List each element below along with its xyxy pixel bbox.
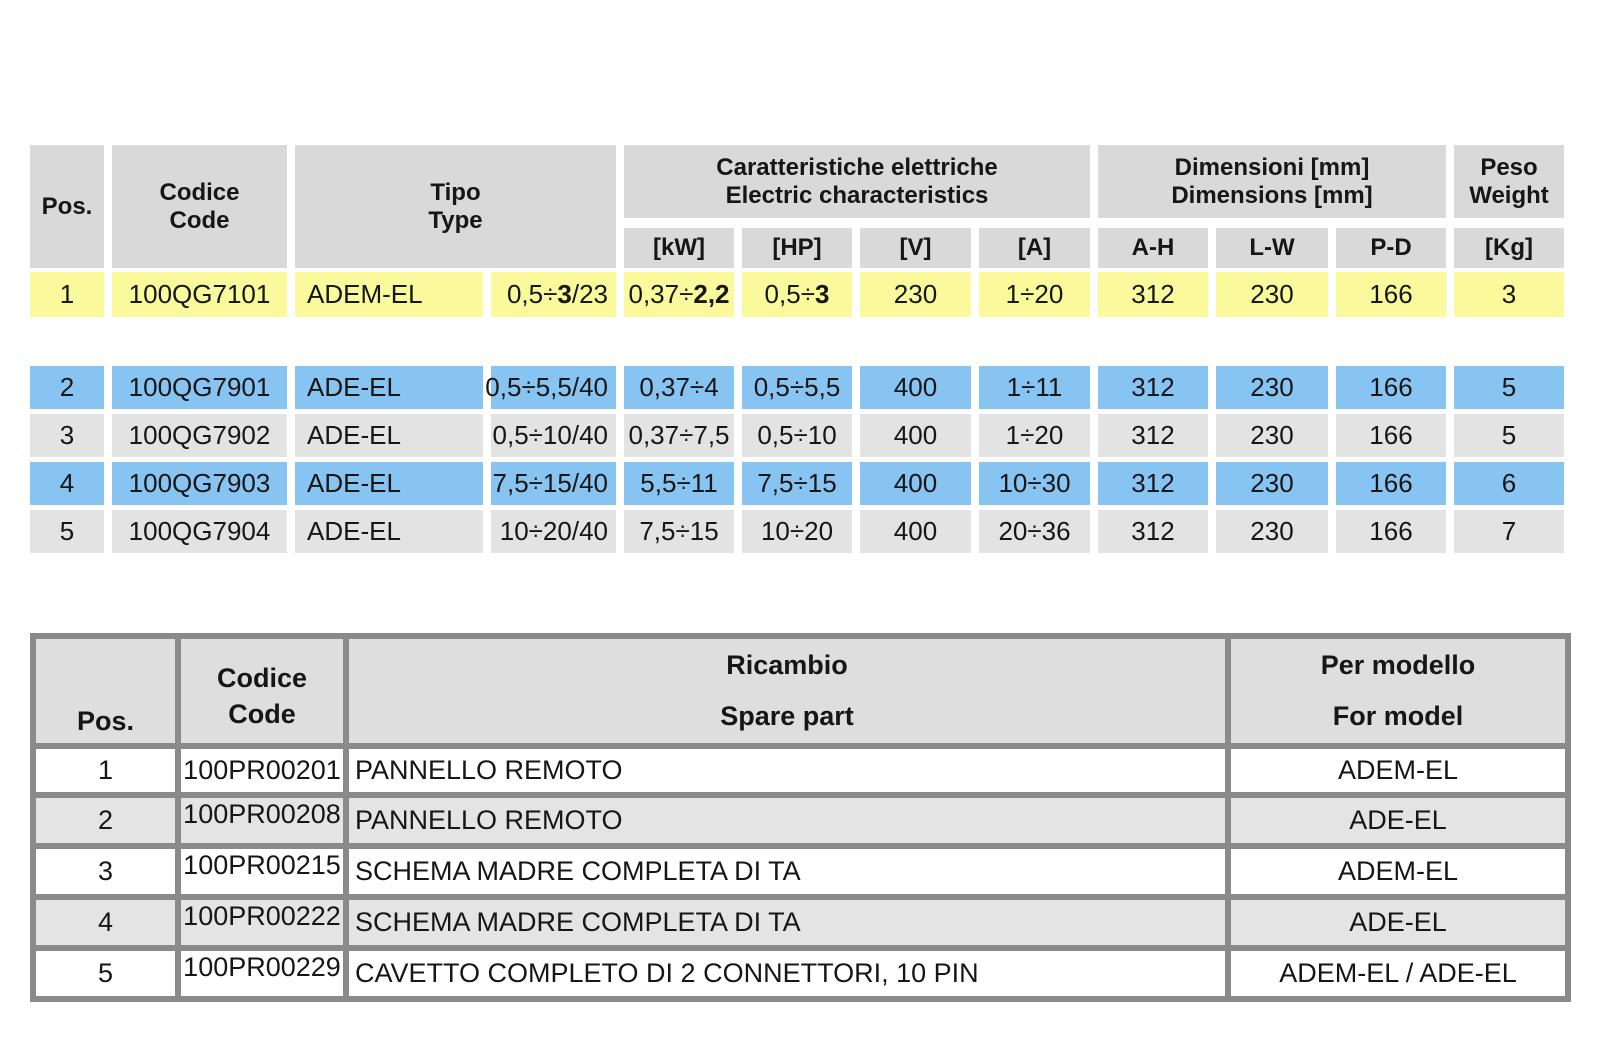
t1-header-tipo-line1: Tipo xyxy=(430,178,481,206)
t1-header-pos-label: Pos. xyxy=(41,192,93,220)
t2-row xyxy=(33,746,1568,795)
t1-header-dimensions-line1: Dimensioni [mm] xyxy=(1174,153,1370,181)
t1-cell-kw: 0,37÷4 xyxy=(624,366,734,409)
t1-header-electric-line1: Caratteristiche elettriche xyxy=(716,153,998,181)
t2-row xyxy=(33,948,1568,999)
t2-header-codice-line1: Codice xyxy=(216,662,308,693)
t1-cell-lw: 230 xyxy=(1216,510,1328,553)
t1-header-dimensions xyxy=(1098,145,1446,218)
t1-cell-pos: 5 xyxy=(30,510,104,553)
t1-cell-hp: 0,5÷10 xyxy=(742,414,852,457)
t2-cell-model: ADEM-EL / ADE-EL xyxy=(1228,948,1568,999)
t2-header-codice xyxy=(178,636,346,746)
t1-cell-pd: 166 xyxy=(1336,366,1446,409)
t1-header-weight-line2: Weight xyxy=(1469,181,1549,209)
t2-cell-pos: 3 xyxy=(33,846,178,897)
t2-cell-model: ADE-EL xyxy=(1228,897,1568,948)
t1-cell-rating: 0,5÷10/40 xyxy=(491,414,616,457)
t1-cell-kg: 7 xyxy=(1454,510,1564,553)
t1-cell-ah: 312 xyxy=(1098,366,1208,409)
t2-header-model-line1: Per modello xyxy=(1320,650,1476,680)
t1-cell-ah: 312 xyxy=(1098,272,1208,317)
t1-cell-v: 400 xyxy=(860,366,971,409)
t1-cell-kg: 5 xyxy=(1454,414,1564,457)
hp-prefix: 0,5÷ xyxy=(764,278,815,309)
t2-cell-model: ADEM-EL xyxy=(1228,746,1568,795)
spare-parts-table xyxy=(30,633,1571,1002)
t1-cell-kw xyxy=(624,272,734,317)
t1-cell-kg: 6 xyxy=(1454,462,1564,505)
t1-subheader-a: [A] xyxy=(979,228,1090,268)
t2-cell-pos: 4 xyxy=(33,897,178,948)
t2-header-pos: Pos. xyxy=(33,636,178,746)
t1-cell-code: 100QG7901 xyxy=(112,366,287,409)
t1-header-tipo xyxy=(295,145,616,268)
t1-cell-a: 1÷20 xyxy=(979,272,1090,317)
t2-row xyxy=(33,795,1568,846)
t1-cell-v: 400 xyxy=(860,462,971,505)
t1-cell-v: 400 xyxy=(860,414,971,457)
t1-cell-code: 100QG7904 xyxy=(112,510,287,553)
t2-cell-code: 100PR00208 xyxy=(178,795,346,846)
rating-bold-segment: 3 xyxy=(557,278,572,309)
t1-cell-hp xyxy=(742,272,852,317)
t1-header-codice-line2: Code xyxy=(169,206,230,234)
t1-header-tipo-line2: Type xyxy=(428,206,483,234)
t1-cell-kw: 5,5÷11 xyxy=(624,462,734,505)
t1-cell-pd: 166 xyxy=(1336,272,1446,317)
t2-cell-code: 100PR00215 xyxy=(178,846,346,897)
t2-row xyxy=(33,897,1568,948)
t1-subheader-v: [V] xyxy=(860,228,971,268)
t1-subheader-kg: [Kg] xyxy=(1454,228,1564,268)
t1-cell-ah: 312 xyxy=(1098,414,1208,457)
t1-header-electric-line2: Electric characteristics xyxy=(725,181,989,209)
t1-cell-a: 10÷30 xyxy=(979,462,1090,505)
t2-cell-part: PANNELLO REMOTO xyxy=(346,746,1228,795)
t1-cell-rating xyxy=(491,272,616,317)
t2-header-ricambio-line2: Spare part xyxy=(720,701,854,731)
t2-cell-code: 100PR00229 xyxy=(178,948,346,999)
t1-cell-lw: 230 xyxy=(1216,462,1328,505)
t1-cell-lw: 230 xyxy=(1216,414,1328,457)
t1-cell-ah: 312 xyxy=(1098,510,1208,553)
t1-cell-type: ADE-EL xyxy=(295,366,483,409)
t1-cell-pd: 166 xyxy=(1336,462,1446,505)
t1-cell-hp: 10÷20 xyxy=(742,510,852,553)
t1-subheader-kw: [kW] xyxy=(624,228,734,268)
kw-prefix: 0,37÷ xyxy=(628,278,694,309)
t2-header-ricambio-line1: Ricambio xyxy=(726,650,848,680)
kw-bold-segment: 2,2 xyxy=(693,278,730,309)
t1-header-weight-line1: Peso xyxy=(1480,153,1538,181)
t1-cell-kg: 3 xyxy=(1454,272,1564,317)
t1-cell-lw: 230 xyxy=(1216,366,1328,409)
t1-cell-rating: 7,5÷15/40 xyxy=(491,462,616,505)
t2-cell-model: ADEM-EL xyxy=(1228,846,1568,897)
t2-header-model xyxy=(1228,636,1568,746)
t1-header-weight xyxy=(1454,145,1564,218)
t1-cell-a: 1÷20 xyxy=(979,414,1090,457)
t2-cell-code: 100PR00222 xyxy=(178,897,346,948)
t1-cell-pd: 166 xyxy=(1336,510,1446,553)
t1-cell-ah: 312 xyxy=(1098,462,1208,505)
t2-cell-pos: 2 xyxy=(33,795,178,846)
t2-cell-part: PANNELLO REMOTO xyxy=(346,795,1228,846)
t1-subheader-hp: [HP] xyxy=(742,228,852,268)
t1-cell-v: 230 xyxy=(860,272,971,317)
rating-prefix: 0,5÷ xyxy=(506,278,558,309)
t1-subheader-lw: L-W xyxy=(1216,228,1328,268)
t1-cell-kg: 5 xyxy=(1454,366,1564,409)
t1-cell-pd: 166 xyxy=(1336,414,1446,457)
t1-cell-v: 400 xyxy=(860,510,971,553)
t1-cell-type: ADE-EL xyxy=(295,414,483,457)
t2-header-row xyxy=(33,636,1568,746)
t1-cell-rating: 10÷20/40 xyxy=(491,510,616,553)
t2-cell-pos: 1 xyxy=(33,746,178,795)
t1-cell-pos: 1 xyxy=(30,272,104,317)
t2-cell-part: SCHEMA MADRE COMPLETA DI TA xyxy=(346,846,1228,897)
t1-header-electric xyxy=(624,145,1090,218)
t1-cell-pos: 2 xyxy=(30,366,104,409)
t1-cell-type: ADEM-EL xyxy=(295,272,483,317)
t2-header-model-line2: For model xyxy=(1332,701,1464,731)
t1-header-codice xyxy=(112,145,287,268)
t1-cell-type: ADE-EL xyxy=(295,510,483,553)
t1-header-dimensions-line2: Dimensions [mm] xyxy=(1171,181,1373,209)
t1-cell-pos: 3 xyxy=(30,414,104,457)
t1-subheader-ah: A-H xyxy=(1098,228,1208,268)
t2-header-ricambio xyxy=(346,636,1228,746)
t1-cell-kw: 7,5÷15 xyxy=(624,510,734,553)
t1-cell-a: 1÷11 xyxy=(979,366,1090,409)
t1-cell-code: 100QG7902 xyxy=(112,414,287,457)
t1-cell-code: 100QG7101 xyxy=(112,272,287,317)
t1-cell-hp: 7,5÷15 xyxy=(742,462,852,505)
t2-cell-part: SCHEMA MADRE COMPLETA DI TA xyxy=(346,897,1228,948)
t1-cell-pos: 4 xyxy=(30,462,104,505)
t1-header-codice-line1: Codice xyxy=(159,178,240,206)
t2-cell-pos: 5 xyxy=(33,948,178,999)
t1-cell-kw: 0,37÷7,5 xyxy=(624,414,734,457)
hp-bold-segment: 3 xyxy=(814,278,830,309)
t1-cell-type: ADE-EL xyxy=(295,462,483,505)
t1-subheader-pd: P-D xyxy=(1336,228,1446,268)
t2-cell-model: ADE-EL xyxy=(1228,795,1568,846)
t1-header-pos xyxy=(30,145,104,268)
models-spec-table xyxy=(30,145,1564,553)
t1-cell-hp: 0,5÷5,5 xyxy=(742,366,852,409)
t2-cell-part: CAVETTO COMPLETO DI 2 CONNETTORI, 10 PIN xyxy=(346,948,1228,999)
rating-suffix: /23 xyxy=(571,278,608,309)
t1-cell-code: 100QG7903 xyxy=(112,462,287,505)
t2-row xyxy=(33,846,1568,897)
t1-cell-a: 20÷36 xyxy=(979,510,1090,553)
t2-cell-code: 100PR00201 xyxy=(178,746,346,795)
t1-cell-lw: 230 xyxy=(1216,272,1328,317)
t1-cell-rating: 0,5÷5,5/40 xyxy=(491,366,616,409)
t2-header-codice-line2: Code xyxy=(228,699,296,729)
